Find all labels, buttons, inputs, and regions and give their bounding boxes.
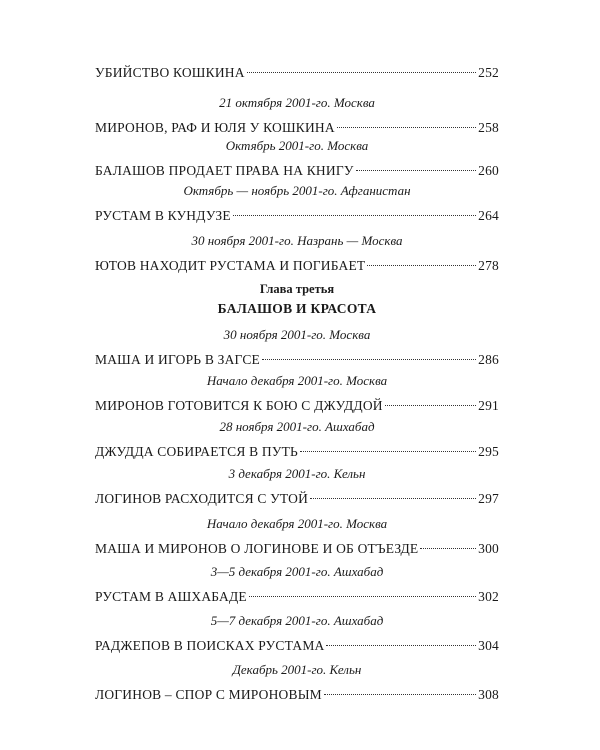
toc-entry-title: МАША И МИРОНОВ О ЛОГИНОВЕ И ОБ ОТЪЕЗДЕ xyxy=(95,541,419,556)
toc-entry-date: Декабрь 2001-го. Кельн xyxy=(232,662,362,677)
toc-page-number: 258 xyxy=(478,120,499,135)
toc-page-number: 286 xyxy=(478,352,499,367)
toc-line xyxy=(95,119,499,137)
toc-line xyxy=(95,686,499,704)
toc-entry-date: 30 ноября 2001-го. Назрань — Москва xyxy=(191,233,403,248)
toc-entry-date: Начало декабря 2001-го. Москва xyxy=(206,516,388,531)
toc-line xyxy=(95,588,499,606)
toc-line xyxy=(95,540,499,558)
toc-line xyxy=(95,443,499,461)
toc-entry-date: 5—7 декабря 2001-го. Ашхабад xyxy=(210,613,384,628)
toc-page-number: 308 xyxy=(478,687,499,702)
toc-entry-title: РАДЖЕПОВ В ПОИСКАХ РУСТАМА xyxy=(95,638,325,653)
leader-dots xyxy=(262,359,476,360)
toc-entry-title: УБИЙСТВО КОШКИНА xyxy=(95,65,245,80)
toc-entry xyxy=(95,233,499,275)
toc-entry xyxy=(95,373,499,415)
toc-entry-title: ДЖУДДА СОБИРАЕТСЯ В ПУТЬ xyxy=(95,444,298,459)
toc-entry-title: ЮТОВ НАХОДИТ РУСТАМА И ПОГИБАЕТ xyxy=(95,258,366,273)
leader-dots xyxy=(310,498,476,499)
toc-entry-date: 28 ноября 2001-го. Ашхабад xyxy=(219,419,375,434)
toc-line xyxy=(95,162,499,180)
toc-entry-title: ЛОГИНОВ РАСХОДИТСЯ С УТОЙ xyxy=(95,491,309,506)
toc-entry-title: ЛОГИНОВ – СПОР С МИРОНОВЫМ xyxy=(95,687,322,702)
toc-entry xyxy=(95,138,499,180)
toc-line xyxy=(95,637,499,655)
toc-entry-date: 30 ноября 2001-го. Москва xyxy=(223,327,371,342)
toc-line xyxy=(95,351,499,369)
toc-page-number: 252 xyxy=(478,65,499,80)
leader-dots xyxy=(367,265,476,266)
toc-entry xyxy=(95,183,499,225)
toc-line xyxy=(95,64,499,82)
toc-page-number: 260 xyxy=(478,163,499,178)
leader-dots xyxy=(247,72,476,73)
leader-dots xyxy=(233,215,476,216)
chapter-heading xyxy=(95,281,499,318)
toc-entry xyxy=(95,516,499,558)
toc-entry xyxy=(95,327,499,369)
toc-page-number: 302 xyxy=(478,589,499,604)
toc-entry xyxy=(95,466,499,508)
toc-line xyxy=(95,257,499,275)
chapter-title: БАЛАШОВ И КРАСОТА xyxy=(217,301,377,316)
leader-dots xyxy=(300,451,476,452)
toc-entry xyxy=(95,64,499,82)
toc-entry-date: 3 декабря 2001-го. Кельн xyxy=(228,466,366,481)
toc-page-number: 304 xyxy=(478,638,499,653)
leader-dots xyxy=(385,405,476,406)
leader-dots xyxy=(356,170,477,171)
toc-entry-title: РУСТАМ В АШХАБАДЕ xyxy=(95,589,247,604)
toc-entry-title: РУСТАМ В КУНДУЗЕ xyxy=(95,208,231,223)
toc-entry-date: Октябрь — ноябрь 2001-го. Афганистан xyxy=(183,183,411,198)
toc-entry xyxy=(95,95,499,137)
toc-page-number: 300 xyxy=(478,541,499,556)
toc-page-number: 297 xyxy=(478,491,499,506)
toc-entry-date: Октябрь 2001-го. Москва xyxy=(225,138,369,153)
toc-entry xyxy=(95,613,499,655)
leader-dots xyxy=(420,548,476,549)
toc-line xyxy=(95,207,499,225)
toc-entry-date: 21 октября 2001-го. Москва xyxy=(219,95,375,110)
toc-entry-title: МИРОНОВ, РАФ И ЮЛЯ У КОШКИНА xyxy=(95,120,335,135)
leader-dots xyxy=(326,645,476,646)
toc-entry-date: 3—5 декабря 2001-го. Ашхабад xyxy=(210,564,384,579)
toc-entry-title: БАЛАШОВ ПРОДАЕТ ПРАВА НА КНИГУ xyxy=(95,163,354,178)
toc-page-number: 295 xyxy=(478,444,499,459)
toc-entry xyxy=(95,662,499,704)
toc-page-number: 291 xyxy=(478,398,499,413)
leader-dots xyxy=(337,127,476,128)
toc-line xyxy=(95,397,499,415)
toc-line xyxy=(95,490,499,508)
leader-dots xyxy=(324,694,476,695)
leader-dots xyxy=(249,596,476,597)
toc-entry-date: Начало декабря 2001-го. Москва xyxy=(206,373,388,388)
toc-entry xyxy=(95,419,499,461)
toc-page-number: 278 xyxy=(478,258,499,273)
chapter-label: Глава третья xyxy=(259,282,335,296)
toc-entry-title: МАША И ИГОРЬ В ЗАГСЕ xyxy=(95,352,260,367)
toc-page-number: 264 xyxy=(478,208,499,223)
toc-entry xyxy=(95,564,499,606)
toc-entry-title: МИРОНОВ ГОТОВИТСЯ К БОЮ С ДЖУДДОЙ xyxy=(95,398,383,413)
